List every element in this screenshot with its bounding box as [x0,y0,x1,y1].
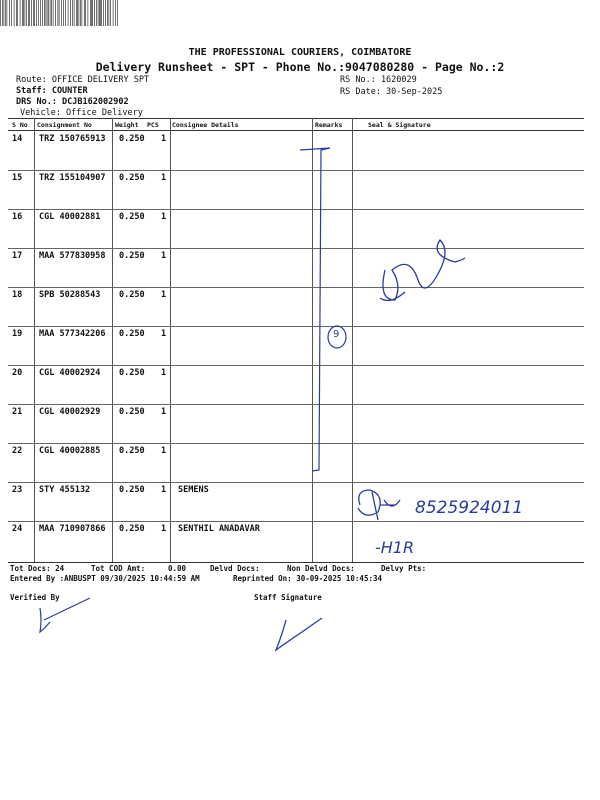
col-header-weight: Weight [115,121,139,129]
row-divider [8,443,584,444]
row-weight: 0.250 [119,212,145,222]
row-consignment: CGL 40002929 [39,407,101,417]
company-name: THE PROFESSIONAL COURIERS, COIMBATORE [188,47,412,58]
barcode-bar [31,0,32,26]
barcode-bar [28,0,29,26]
table-header-rule [8,130,584,131]
row-weight: 0.250 [119,329,145,339]
barcode-bar [34,0,35,26]
row-sno: 21 [12,407,23,417]
barcode-bar [100,0,101,26]
barcode-bar [50,0,51,26]
col-divider [34,118,35,562]
route: Route: OFFICE DELIVERY SPT [16,75,150,85]
barcode-bar [42,0,43,26]
row-consignment: SPB 50288543 [39,290,101,300]
row-weight: 0.250 [119,446,145,456]
barcode-bar [72,0,73,26]
row-pcs: 1 [161,407,167,417]
rs-no: RS No.: 1620029 [340,75,417,85]
handwritten-phone: 8525924011 [415,498,524,518]
barcode-bar [53,0,54,26]
row-divider [8,404,584,405]
barcode-bar [20,0,21,26]
barcode-bar [109,0,110,26]
row-consignment: CGL 40002924 [39,368,101,378]
row-weight: 0.250 [119,290,145,300]
tot-cod-label: Tot COD Amt: [91,564,146,573]
barcode-bar [2,0,3,26]
drs-no: DRS No.: DCJB162002902 [16,97,129,107]
col-header-remarks: Remarks [315,121,343,129]
row-sno: 18 [12,290,23,300]
runsheet-title: Delivery Runsheet - SPT - Phone No.:9047080280 - Page No.:2 [95,60,505,74]
barcode-bar [80,0,81,26]
barcode-bar [22,0,23,26]
barcode-bar [76,0,77,26]
barcode-bar [47,0,48,26]
barcode-bar [7,0,8,26]
vehicle: Vehicle: Office Delivery [20,108,143,118]
col-header-pcs: PCS [147,121,159,129]
barcode-bar [88,0,89,26]
barcode-bar [107,0,108,26]
barcode-bar [94,0,95,26]
row-divider [8,170,584,171]
row-divider [8,326,584,327]
row-consignment: TRZ 155104907 [39,173,106,183]
remarks-bracket-stroke [300,148,330,471]
row-divider [8,521,584,522]
row-consignment: CGL 40002881 [39,212,101,222]
barcode-bar [98,0,99,26]
row-divider [8,365,584,366]
col-divider [312,118,313,562]
row-pcs: 1 [161,446,167,456]
handwritten-note: -H1R [375,538,415,557]
barcode-bar [33,0,34,26]
barcode-bar [46,0,47,26]
row-consignee: SEMENS [178,485,209,495]
row-divider [8,248,584,249]
row-pcs: 1 [161,251,167,261]
row-weight: 0.250 [119,524,145,534]
row-weight: 0.250 [119,134,145,144]
barcode-bar [40,0,41,26]
barcode-bar [77,0,78,26]
barcode-bar [113,0,114,26]
barcode-bar [92,0,93,26]
row-sno: 19 [12,329,23,339]
barcode-bar [101,0,102,26]
row-divider [8,209,584,210]
entered-by: Entered By :ANBUSPT 09/30/2025 10:44:59 AM [10,574,200,583]
barcode-bar [74,0,75,26]
barcode-bar [79,0,80,26]
barcode-bar [65,0,66,26]
row-sno: 22 [12,446,23,456]
barcode-bar [110,0,111,26]
barcode-bar [84,0,85,26]
barcode-bar [55,0,56,26]
barcode-bar [44,0,45,26]
barcode-bar [23,0,24,26]
row-sno: 23 [12,485,23,495]
staff-signature-label: Staff Signature [254,593,322,602]
barcode-bar [96,0,97,26]
barcode-bar [25,0,26,26]
tot-docs: Tot Docs: 24 [10,564,65,573]
row-pcs: 1 [161,524,167,534]
row-pcs: 1 [161,290,167,300]
barcode-bar [17,0,18,26]
barcode-bar [26,0,27,26]
table-top-rule [8,118,584,119]
col-header-consignee: Consignee Details [172,121,239,129]
barcode-bar [105,0,106,26]
circled-count: 9 [333,329,340,340]
table-bottom-rule [8,562,584,563]
barcode-bar [9,0,10,26]
col-divider [352,118,353,562]
row-sno: 17 [12,251,23,261]
row-divider [8,482,584,483]
col-header-consignment: Consignment No [37,121,92,129]
barcode-bar [0,0,1,26]
reprinted-on: Reprinted On: 30-09-2025 10:45:34 [233,574,383,583]
row-sno: 20 [12,368,23,378]
col-divider [112,118,113,562]
row-pcs: 1 [161,212,167,222]
barcode-bar [58,0,59,26]
barcode-bar [59,0,60,26]
row-consignee: SENTHIL ANADAVAR [178,524,260,534]
row-consignment: CGL 40002885 [39,446,101,456]
row-sno: 24 [12,524,23,534]
barcode-bar [68,0,69,26]
barcode [0,0,118,26]
barcode-bar [61,0,62,26]
barcode-bar [91,0,92,26]
barcode-bar [103,0,104,26]
barcode-bar [48,0,49,26]
row-pcs: 1 [161,485,167,495]
barcode-bar [117,0,118,26]
barcode-bar [14,0,15,26]
row-consignment: TRZ 150765913 [39,134,106,144]
barcode-bar [85,0,86,26]
row23-stamp-scribble [358,490,400,520]
barcode-bar [29,0,30,26]
barcode-bar [38,0,39,26]
barcode-bar [51,0,52,26]
barcode-bar [70,0,71,26]
row-sno: 15 [12,173,23,183]
col-header-sno: S No [12,121,28,129]
verified-by-label: Verified By [10,593,60,602]
row-pcs: 1 [161,134,167,144]
row-divider [8,287,584,288]
barcode-bar [11,0,12,26]
delvy-pts: Delvy Pts: [381,564,427,573]
col-header-seal: Seal & Signature [368,121,431,129]
row-consignment: MAA 577342206 [39,329,106,339]
barcode-bar [5,0,6,26]
tot-cod-amount: 0.00 [168,564,187,573]
row-weight: 0.250 [119,407,145,417]
row-pcs: 1 [161,173,167,183]
non-delvd-docs: Non Delvd Docs: [287,564,355,573]
barcode-bar [82,0,83,26]
staff: Staff: COUNTER [16,86,88,96]
row-pcs: 1 [161,368,167,378]
staff-signature-stroke [276,618,322,650]
row-pcs: 1 [161,329,167,339]
barcode-bar [4,0,5,26]
barcode-bar [115,0,116,26]
barcode-bar [16,0,17,26]
barcode-bar [99,0,100,26]
row-weight: 0.250 [119,485,145,495]
barcode-bar [63,0,64,26]
row-sno: 14 [12,134,23,144]
row-consignment: MAA 710907866 [39,524,106,534]
row-weight: 0.250 [119,173,145,183]
barcode-bar [90,0,91,26]
rs-date: RS Date: 30-Sep-2025 [340,87,443,97]
row-consignment: STY 455132 [39,485,91,495]
col-divider [170,118,171,562]
row-weight: 0.250 [119,251,145,261]
barcode-bar [36,0,37,26]
seal-signature-scribble [380,240,465,300]
row-weight: 0.250 [119,368,145,378]
row-consignment: MAA 577830958 [39,251,106,261]
verified-signature-stroke [40,598,90,632]
delvd-docs: Delvd Docs: [210,564,260,573]
row-sno: 16 [12,212,23,222]
